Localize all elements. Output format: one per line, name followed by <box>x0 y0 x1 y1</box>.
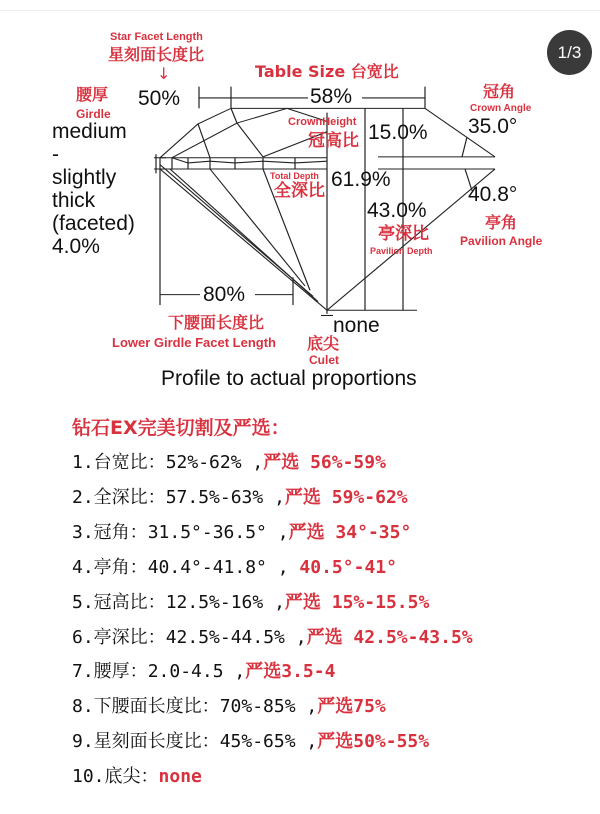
list-item <box>72 733 429 751</box>
item-label: 9.星刻面长度比： <box>72 731 220 753</box>
item-range: 12.5%-16% <box>165 591 264 613</box>
item-separator: , <box>263 486 285 508</box>
item-range: 2.0-4.5 <box>147 661 224 683</box>
item-pick: 严选 59%-62% <box>284 486 408 508</box>
list-item <box>72 556 397 578</box>
item-label: 2.全深比： <box>72 486 166 508</box>
girdle-line: - <box>52 143 59 166</box>
list-title: 钻石EX完美切割及严选： <box>72 417 290 439</box>
total-depth-label-en: Total Depth <box>270 171 319 181</box>
item-pick: 严选 56%-59% <box>263 452 386 473</box>
girdle-line: thick <box>52 189 96 212</box>
girdle-label-cn: 腰厚 <box>76 85 109 104</box>
lower-girdle-value: 80% <box>203 283 246 306</box>
item-label: 7.腰厚： <box>72 661 148 683</box>
item-pick: 40.5°-41° <box>299 556 397 578</box>
item-separator: , <box>295 731 318 753</box>
crown-angle-label-en: Crown Angle <box>470 103 532 114</box>
list-item <box>72 698 386 716</box>
item-label: 10.底尖： <box>72 766 159 788</box>
item-range: 52%-62% <box>165 452 242 473</box>
list-item <box>72 521 412 543</box>
total-depth-value: 61.9% <box>331 168 391 191</box>
item-range: 42.5%-44.5% <box>165 626 285 648</box>
lower-girdle-label-cn: 下腰面长度比 <box>168 313 265 332</box>
item-label: 3.冠角： <box>72 521 148 543</box>
table-size-value: 58% <box>310 85 353 108</box>
crown-angle-label-cn: 冠角 <box>483 82 516 101</box>
item-range: 57.5%-63% <box>165 486 264 508</box>
item-separator: , <box>284 626 307 648</box>
item-separator: , <box>241 452 264 473</box>
diagram-caption: Profile to actual proportions <box>161 367 417 390</box>
list-item <box>72 591 430 613</box>
total-depth-label-cn: 全深比 <box>274 181 325 201</box>
down-arrow-icon: ↓ <box>157 64 171 83</box>
list-item <box>72 663 335 681</box>
table-size-label: Table Size 台宽比 <box>255 62 399 81</box>
star-facet-label-cn: 星刻面长度比 <box>108 45 205 64</box>
pavilion-depth-value: 43.0% <box>367 199 427 222</box>
crown-height-label-en: CrownHeight <box>288 116 357 128</box>
item-range: 45%-65% <box>219 731 296 753</box>
pavilion-angle-label-cn: 亭角 <box>485 213 518 232</box>
girdle-label-en: Girdle <box>76 107 111 121</box>
pavilion-depth-label-en: Pavilion Depth <box>370 246 433 256</box>
pavilion-angle-label-en: Pavilion Angle <box>460 234 543 248</box>
item-pick: 严选 42.5%-43.5% <box>306 626 473 648</box>
culet-value: none <box>333 314 380 337</box>
girdle-line: (faceted) <box>52 212 135 235</box>
item-label: 1.台宽比： <box>72 452 166 473</box>
item-pick: 严选50%-55% <box>317 731 430 753</box>
list-item <box>72 486 408 508</box>
lower-girdle-label-en: Lower Girdle Facet Length <box>112 335 276 350</box>
item-label: 5.冠高比： <box>72 591 166 613</box>
star-facet-label-en: Star Facet Length <box>110 31 203 43</box>
list-item <box>72 626 473 648</box>
item-label: 6.亭深比： <box>72 626 166 648</box>
item-pick: 严选3.5-4 <box>245 661 336 683</box>
page-counter-badge[interactable]: 1/3 <box>547 30 592 75</box>
item-pick: 严选75% <box>317 696 386 718</box>
item-separator: , <box>263 591 285 613</box>
item-separator: , <box>266 521 289 543</box>
item-range: 70%-85% <box>219 696 296 718</box>
list-item <box>72 768 202 786</box>
girdle-line: medium <box>52 120 127 143</box>
crown-height-value: 15.0% <box>368 121 428 144</box>
pavilion-depth-label-cn: 亭深比 <box>378 224 429 244</box>
girdle-line: 4.0% <box>52 235 100 258</box>
crown-height-label-cn: 冠高比 <box>308 131 359 151</box>
girdle-line: slightly <box>52 166 117 189</box>
girdle-value <box>52 120 135 258</box>
item-range: 31.5°-36.5° <box>147 521 267 543</box>
item-pick: 严选 15%-15.5% <box>284 591 430 613</box>
item-range: 40.4°-41.8° <box>147 556 267 578</box>
item-pick: 严选 34°-35° <box>288 521 412 543</box>
star-facet-value: 50% <box>138 87 181 110</box>
item-label: 4.亭角： <box>72 556 148 578</box>
culet-label-en: Culet <box>309 353 339 367</box>
item-label: 8.下腰面长度比： <box>72 696 220 718</box>
item-pick: none <box>158 766 202 788</box>
pavilion-angle-value: 40.8° <box>468 183 518 206</box>
culet-label-cn: 底尖 <box>307 334 340 353</box>
item-separator: , <box>266 556 300 578</box>
item-separator: , <box>295 696 318 718</box>
list-item <box>72 454 386 472</box>
crown-angle-value: 35.0° <box>468 115 518 138</box>
item-separator: , <box>223 661 246 683</box>
